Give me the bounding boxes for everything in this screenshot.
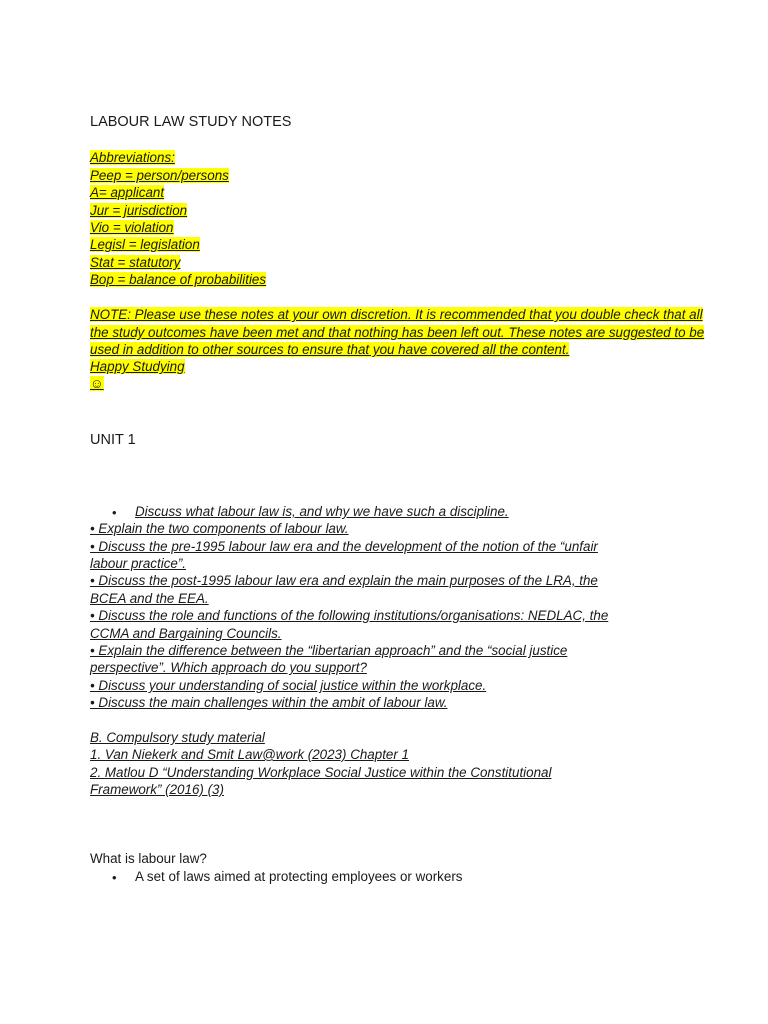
note-line: used in addition to other sources to ensure that you have covered all the content. — [90, 342, 570, 357]
abbreviation-item: Bop = balance of probabilities — [90, 272, 267, 287]
note-line: NOTE: Please use these notes at your own discretion. It is recommended that you double check that all — [90, 307, 703, 322]
outcome-line: labour practice”. — [90, 556, 187, 571]
bullet-icon: • — [112, 505, 117, 520]
answer-bullet-item: A set of laws aimed at protecting employees or workers — [135, 869, 463, 884]
document-title: LABOUR LAW STUDY NOTES — [90, 114, 292, 130]
note-sign-off: Happy Studying — [90, 359, 185, 374]
outcome-line: • Discuss your understanding of social justice within the workplace. — [90, 678, 487, 693]
outcome-line: BCEA and the EEA. — [90, 591, 209, 606]
outcome-item: Discuss what labour law is, and why we have such a discipline. — [135, 504, 509, 519]
outcome-line: • Discuss the post-1995 labour law era and explain the main purposes of the LRA, the — [90, 573, 598, 588]
abbreviation-item: Stat = statutory — [90, 255, 181, 270]
abbreviation-item: Legisl = legislation — [90, 237, 200, 252]
study-material-line: Framework” (2016) (3) — [90, 782, 224, 797]
outcome-line: • Discuss the role and functions of the following institutions/organisations: NEDLAC, the — [90, 608, 609, 623]
outcome-line: • Explain the two components of labour law. — [90, 521, 349, 536]
outcome-line: • Explain the difference between the “libertarian approach” and the “social justice — [90, 643, 568, 658]
smiley-icon: ☺ — [90, 376, 104, 391]
study-material-line: 1. Van Niekerk and Smit Law@work (2023) Chapter 1 — [90, 747, 409, 762]
abbreviation-item: Peep = person/persons — [90, 168, 229, 183]
study-material-line: B. Compulsory study material — [90, 730, 265, 745]
question-heading: What is labour law? — [90, 851, 207, 866]
note-line: the study outcomes have been met and that nothing has been left out. These notes are suggested to be — [90, 325, 705, 340]
abbreviation-item: Jur = jurisdiction — [90, 203, 188, 218]
outcome-line: • Discuss the pre-1995 labour law era and the development of the notion of the “unfair — [90, 539, 598, 554]
abbreviation-item: A= applicant — [90, 185, 165, 200]
outcome-line: CCMA and Bargaining Councils. — [90, 626, 282, 641]
outcome-line: perspective”. Which approach do you support? — [90, 660, 367, 675]
abbreviation-item: Vio = violation — [90, 220, 174, 235]
abbreviations-heading: Abbreviations: — [90, 150, 175, 165]
bullet-icon: • — [112, 870, 117, 885]
study-material-line: 2. Matlou D “Understanding Workplace Social Justice within the Constitutional — [90, 765, 552, 780]
outcome-line: • Discuss the main challenges within the ambit of labour law. — [90, 695, 448, 710]
unit-heading: UNIT 1 — [90, 432, 136, 448]
